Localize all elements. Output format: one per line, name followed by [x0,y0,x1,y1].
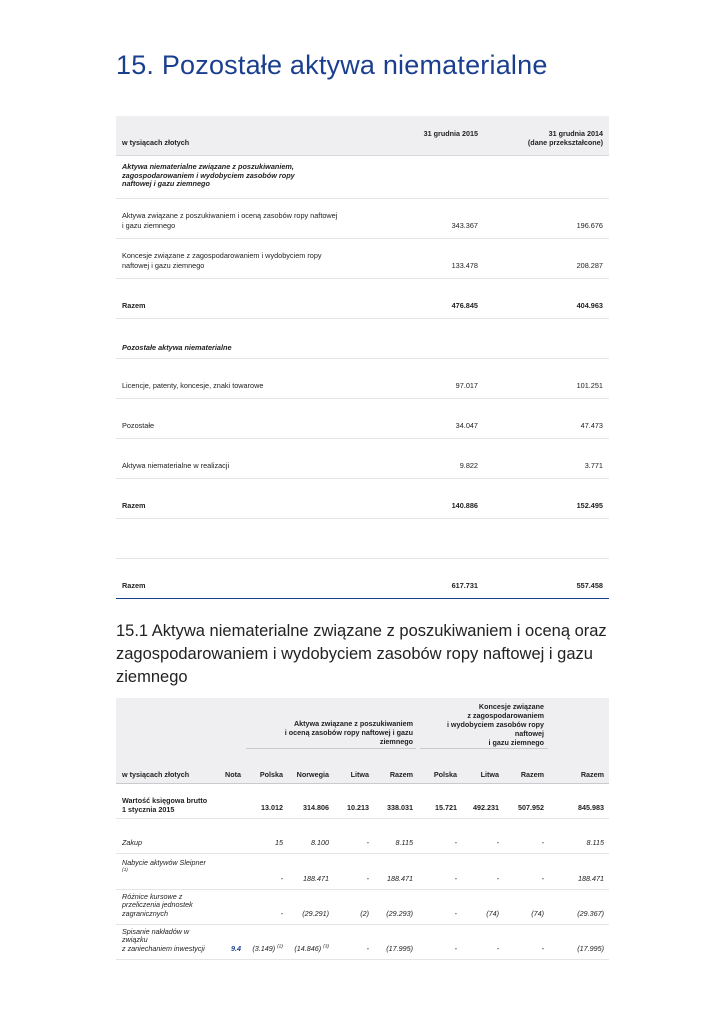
cell: - [366,838,369,847]
cell: 15.721 [435,803,457,812]
cell: 8.115 [395,838,413,847]
note-link[interactable]: 9.4 [231,944,241,953]
col-razem: Razem [520,770,544,779]
table-row [116,199,609,239]
cell: - [454,874,457,883]
table-row [116,890,609,925]
value-2015: 97.017 [455,381,478,390]
cell: - [366,874,369,883]
value-2015: 34.047 [455,421,478,430]
value-2014: 208.287 [576,261,603,270]
cell: 314.806 [303,803,329,812]
cell: (74) [531,909,544,918]
cell: (2) [360,909,369,918]
value-2015: 343.367 [451,221,478,230]
intangible-assets-table [116,116,609,599]
subsection-title: 15.1 Aktywa niematerialne związane z poszukiwaniem i oceną oraz zagospodarowaniem i wydobyciem zasobów ropy naftowej i gazu ziemnego [116,622,607,686]
row-label: Razem [122,300,146,310]
empty-row [116,519,609,559]
group-divider [420,748,548,749]
col-nota: Nota [225,770,241,779]
cell: 15 [275,838,283,847]
header-col-2014: 31 grudnia 2014 (dane przekształcone) [527,129,603,147]
group-header-concessions: Koncesje związane z zagospodarowaniem i wydobyciem zasobów ropy naftowej i gazu ziemnego [446,702,544,747]
col-norwegia: Norwegia [296,770,329,779]
cell: - [541,874,544,883]
row-label: Aktywa niematerialne w realizacji [122,460,230,470]
cell: 8.100 [311,838,329,847]
row-label: Licencje, patenty, koncesje, znaki towarowe [122,380,264,390]
cell: (3.149) $^{(2)}$ [252,944,283,953]
col-razem: Razem [389,770,413,779]
table-header [116,116,609,156]
table-row [116,359,609,399]
section-title: Pozostałe aktywa niematerialne [122,343,232,352]
table-row [116,819,609,854]
col-polska: Polska [259,770,283,779]
value-2014: 101.251 [576,381,603,390]
exploration-assets-table [116,698,609,960]
value-2014: 404.963 [576,301,603,310]
table-row [116,925,609,960]
value-2015: 617.731 [451,581,478,590]
cell: - [496,838,499,847]
cell: (29.291) [302,909,329,918]
cell: - [496,874,499,883]
row-label: Razem [122,500,146,510]
value-2014: 47.473 [580,421,603,430]
cell: - [454,838,457,847]
table-row [116,439,609,479]
cell: 188.471 [578,874,604,883]
col-litwa: Litwa [480,770,499,779]
cell: 507.952 [518,803,544,812]
row-label: Zakup [122,837,142,847]
col-razem-total: Razem [580,770,604,779]
grand-total-row [116,559,609,599]
cell: (74) [486,909,499,918]
cell: (17.995) [386,944,413,953]
table-row [116,784,609,819]
col-litwa: Litwa [350,770,369,779]
page-title: 15. Pozostałe aktywa niematerialne [116,50,548,80]
cell: - [366,944,369,953]
cell: 8.115 [586,838,604,847]
value-2015: 9.822 [459,461,478,470]
row-label: Razem [122,580,146,590]
section-title-row [116,319,609,359]
cell: - [541,944,544,953]
row-label: Nabycie aktywów Sleipner $^{(1)}$ [122,857,206,874]
header-col-2015: 31 grudnia 2015 [423,129,478,138]
cell: (17.995) [577,944,604,953]
cell: (14.846) $^{(3)}$ [294,944,329,953]
group-header-exploration: Aktywa związane z poszukiwaniem i oceną zasobów ropy naftowej i gazu ziemnego [284,719,413,746]
col-polska: Polska [433,770,457,779]
row-label: Koncesje związane z zagospodarowaniem i wydobyciem ropy naftowej i gazu ziemnego [122,251,322,270]
total-row [116,479,609,519]
section-title-row [116,156,609,199]
cell: 188.471 [303,874,329,883]
header-label: w tysiącach złotych [122,138,190,147]
cell: 13.012 [261,803,283,812]
cell: - [496,944,499,953]
cell: - [541,838,544,847]
row-label: Wartość księgowa brutto 1 stycznia 2015 [122,796,208,814]
row-label: Różnice kursowe z przeliczenia jednostek zagranicznych [122,891,193,918]
total-row [116,279,609,319]
cell: (29.293) [386,909,413,918]
table-row [116,399,609,439]
value-2015: 140.886 [451,501,478,510]
cell: - [280,874,283,883]
cell: 10.213 [347,803,369,812]
cell: - [454,909,457,918]
table-row [116,854,609,890]
cell: - [280,909,283,918]
cell: (29.367) [577,909,604,918]
section-title: Aktywa niematerialne związane z poszukiwaniem, zagospodarowaniem i wydobyciem zasobów ropy naftowej i gazu ziemnego [122,162,295,188]
value-2014: 557.458 [576,581,603,590]
row-label: Aktywa związane z poszukiwaniem i oceną zasobów ropy naftowej i gazu ziemnego [122,211,338,230]
value-2014: 3.771 [584,461,603,470]
table-row [116,239,609,279]
value-2015: 133.478 [451,261,478,270]
cell: 188.471 [387,874,413,883]
cell: 845.983 [578,803,604,812]
row-label: Pozostałe [122,420,155,430]
cell: 492.231 [473,803,499,812]
row-label: Spisanie nakładów w związku z zaniechaniem inwestycji [122,926,205,953]
value-2015: 476.845 [451,301,478,310]
table-header [116,698,609,784]
value-2014: 152.495 [576,501,603,510]
col-label: w tysiącach złotych [122,770,190,779]
cell: 338.031 [387,803,413,812]
cell: - [454,944,457,953]
group-divider [246,748,416,749]
value-2014: 196.676 [576,221,603,230]
